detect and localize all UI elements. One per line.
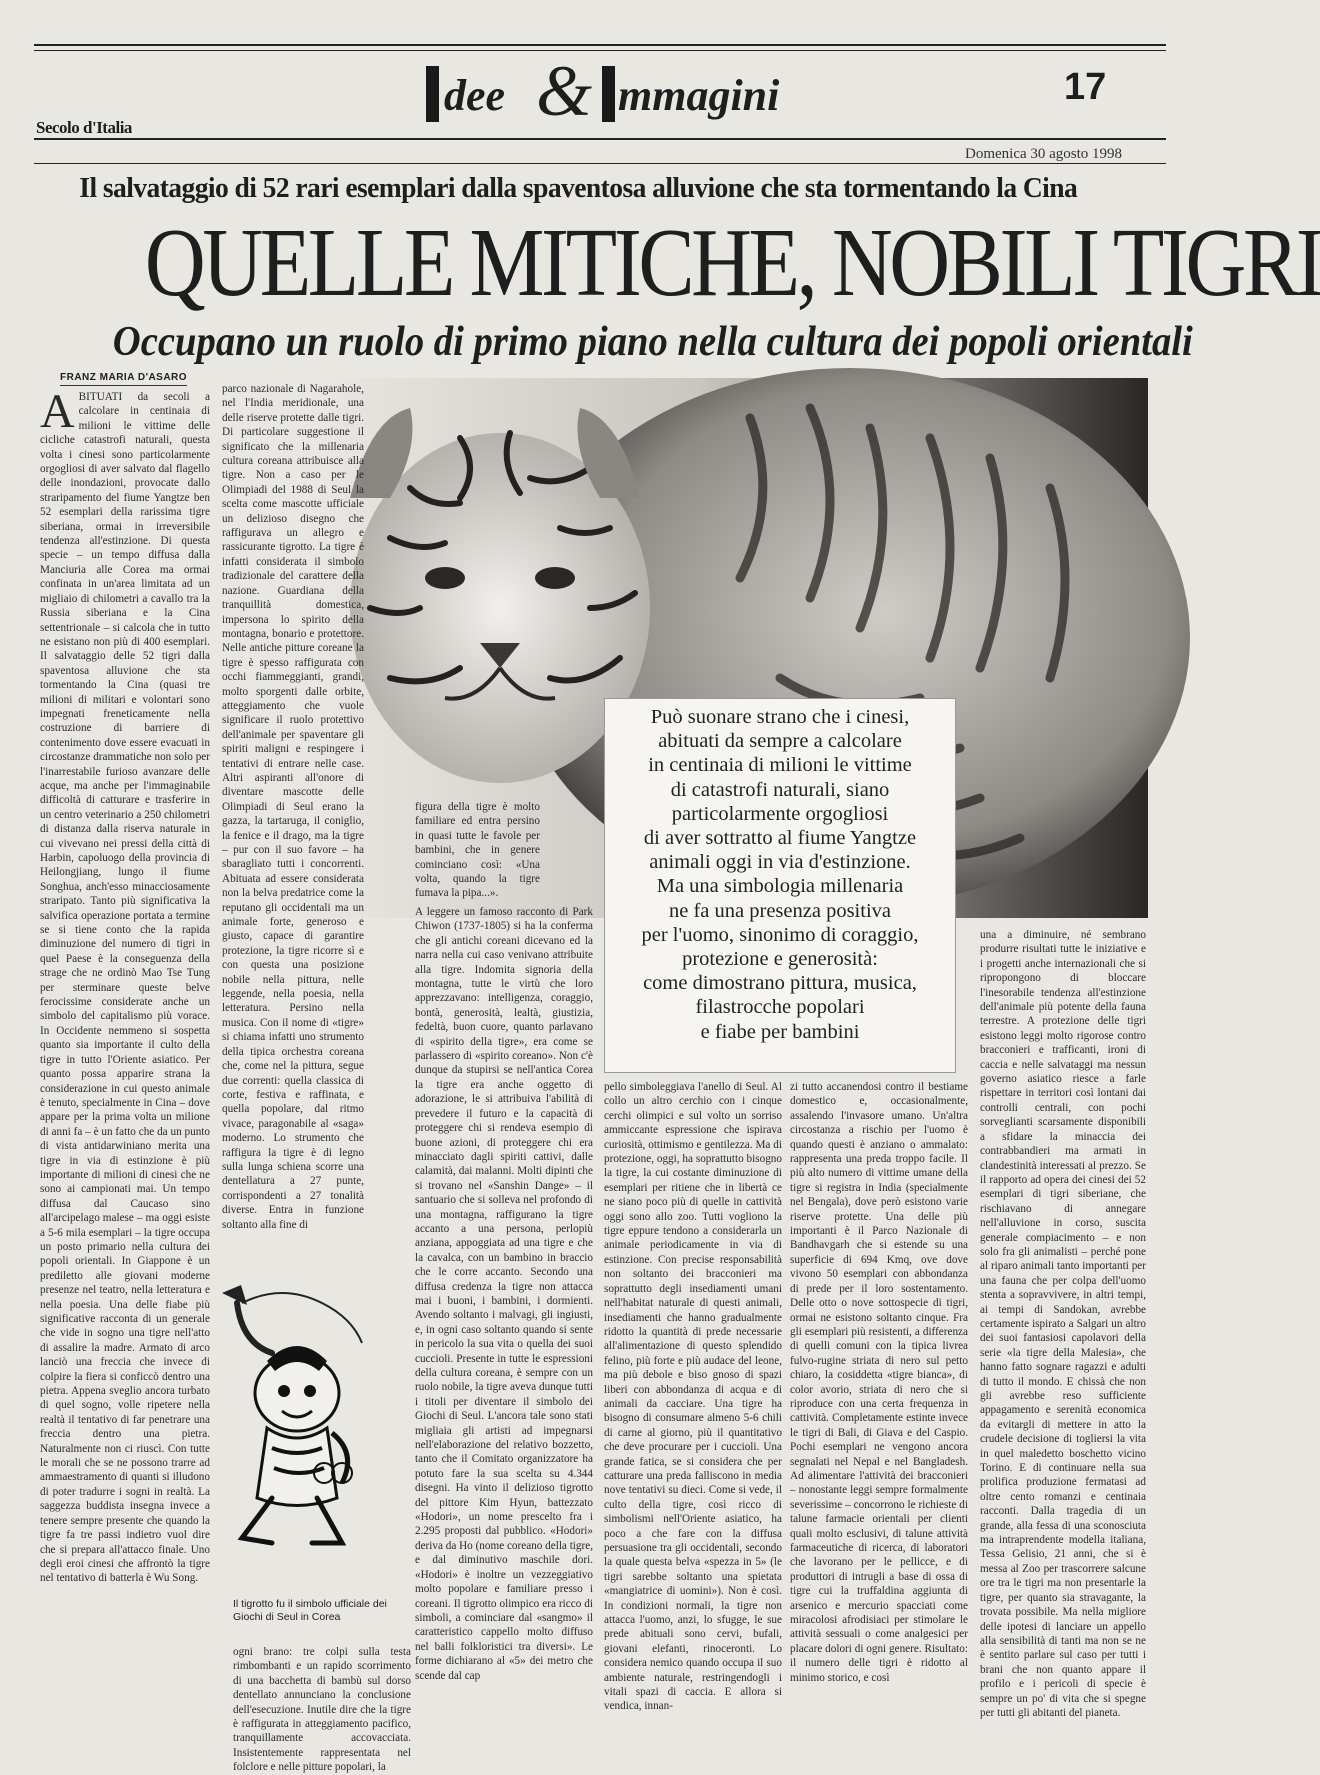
kicker-headline: Il salvataggio di 52 rari esemplari dalla spaventosa alluvione che sta tormentando la Cina <box>79 172 1078 204</box>
pull-quote-line: di aver sottratto al fiume Yangtze <box>643 827 917 850</box>
pull-quote-line: particolarmente orgogliosi <box>671 802 889 825</box>
section-word-idee: dee <box>444 71 506 120</box>
column-1-text: BITUATI da secoli a calcolare in centinaia di milioni le vittime delle cicliche catastrofi naturali, questa volta i cinesi sono particolarmente orgogliosi di aver salvato dal flagello delle inondazioni, provocate dallo straripamento del fiume Yangtze ben 52 esemplari della rarissima tigre siberiana, ormai in irreversibile tendenza all'estinzione. Di questa specie – un tempo diffusa dalla Manciuria alle Corea ma ormai confinata in un'area limitata ad un migliaio di chilometri a cavallo tra la Russia siberiana e la Cina settentrionale – si calcola che in tutto ne esistano non più di 400 esemplari. Il salvataggio delle 52 tigri dalla spaventosa alluvione che sta tormentando la Cina (quasi tre milioni di militari e volontari sono impegnati freneticamente nella costruzione di barriere di contenimento dove essere evacuati in circostanze drammatiche non solo per l'inarrestabile furioso avanzare delle acque, ma anche per l'immaginabile difficoltà di catturare e trasferire in un centro veterinario a 250 chilometri di distanza dalla riserva naturale in cui vivevano nei pressi della città di Harbin, capoluogo della provincia di Heilongjiang, lungo il fiume Songhua, anch'esso minacciosamente straripato. Tanto più significativa la salvifica operazione portata a termine se si tiene conto che la rapida diminuzione del numero di tigri in quel Paese è la conseguenza della strage che ne ordinò Mao Tse Tung per sterminare queste belve ferocissime considerate anche un simbolo del capitalismo più vorace. In Occidente nemmeno si sospetta quanto sia importante il culto della tigre in tutto l'Oriente asiatico. Per quanto possa apparire strana la considerazione in cui questo animale è tenuto, specialmente in Cina – dove appare per la prima volta un milione di anni fa – è un fatto che da un punto di vista antidarwiniano merita una tigre in via di estinzione è più importante di milioni di cinesi che ne sono ai campionati mai. Un tempo diffusa dal Caucaso sino all'arcipelago malese – ma oggi esiste a 5-6 mila esemplari – la tigre occupa un posto primario nella cultura dei popoli orientali. In Giappone è un prediletto alle giovani moderne presenze nel teatro, nella letteratura e nella poesia. Una delle fiabe più significative racconta di un generale che vide in sogno una tigre nell'atto di assalire la madre. Armato di arco lanciò una freccia che invece di colpire la fiera si conficcò dentro una pietra. Appena sveglio ancora turbato di quel sogno, volle ripetere nella realtà il tentativo di far penetrare una freccia dentro una pietra. Naturalmente non ci riuscì. Con tutte le morali che se ne possono trarre ad ammaestramento di quanti si illudono di poter tradurre i sogni in realtà. La saggezza buddista insegna invece a tenere sempre presente che quando la tigre fa tre passi indietro vuol dire che si prepara all'attacco finale. Uno degli eroi cinesi che affrontò la tigre nel tentativo di batterla è Wu Song. <box>40 391 210 1585</box>
hodori-mascot-illustration <box>212 1283 382 1563</box>
column-3-text: A leggere un famoso racconto di Park Chiwon (1737-1805) si ha la conferma che gli antichi coreani dicevano ed la narra nella cui caso venivano attribuite alla tigre. Indomita signoria della montagna, tutte le virtù che loro apprezzavano: intelligenza, coraggio, bontà, generosità, lealtà, giustizia, fedeltà, buon cuore, quanto parlavano di «spirito della tigre», era come se parlassero di «spirito coreano». Non c'è dunque da stupirsi se nell'antica Corea la tigre era anche oggetto di adorazione, le si attribuiva l'abilità di prevedere il futuro e la capacità di proteggere chi si rendeva esempio di buone azioni, di proteggere chi era minacciato dagli spiriti cattivi, dalle calamità, dai malanni. Molti dipinti che si trovano nel «Sanshin Dange» – il santuario che si solleva nel profondo di una montagna, raffigurano la tigre accanto a una persona, perlopiù anziana, appoggiata ad una tigre e che la cavalca, con un bambino in braccio che le corre accanto. Secondo una diffusa credenza la tigre non attacca mai i buoni, i bambini, i dormienti. Avendo soltanto i malvagi, gli ingiusti, e, in ogni caso soltanto quando si sente in pericolo la sua vita o quella dei suoi cuccioli. Presente in tutte le espressioni della cultura coreana, è sempre con un ruolo nobile, la tigre aveva dunque tutti i titoli per diventare il simbolo dei Giochi di Seul. L'ancora tale sono stati migliaia gli artisti ad impegnarsi nell'elaborazione del relativo bozzetto, tanto che il Comitato organizzatore ha potuto fare la sua scelta su 4.344 disegni. Ha vinto il delizioso tigrotto del pittore Kim Hyun, battezzato «Hodori», un nome prescelto fra i 2.295 proposti dal pubblico. «Hodori» deriva da Ho (nome coreano della tigre, e dal diminutivo maschile dori. «Hodori» è inoltre un vezzeggiativo molto popolare e familiare presso i coreani. Il tigrotto olimpico era ricco di simboli, a cominciare dal «sangmo» il caratteristico cappello molto diffuso nel balli folkloristici tra diversi». Le forme dichiarano al «5» dei metro che scende dal cap <box>415 906 593 1682</box>
pull-quote-line: e fiabe per bambini <box>700 1020 860 1043</box>
date-rule <box>34 163 1166 164</box>
column-4-text: pello simboleggiava l'anello di Seul. Al collo un altro cerchio con i cinque cerchi olimpici e sul volto un sorriso ammiccante espressione che ispirava curiosità, ottimismo e gentilezza. Ma di protezione, oggi, ha soprattutto bisogno la tigre, la cui costante diminuzione di esemplari per ritiene che in libertà ce ne siano poco più di quelle in cattività oggi sono allo zoo. Tutti vogliono la tigre eppure tendono a considerarla un animale periodicamente in via di estinzione. Con precise responsabilità non soltanto dei bracconieri ma soprattutto degli insediamenti umani nell'habitat naturale di questi animali, insediamenti che hanno gradualmente ridotto la quantità di prede necessarie all'alimentazione di questo splendido felino, più forte e più audace del leone, ma più debole e biso gnoso di spazi liberi con abbondanza di acqua e di animali da cacciare. Una tigre ha bisogno di consumare almeno 5-6 chili di carne al giorno, più il quantitativo che deve procurare per i cuccioli. Una grande fatica, se si considera che per catturare una preda falliscono in media nove tentativi su dieci. Come si vede, il culto della tigre, così ricco di simbolismi nell'Oriente asiatico, ha poco a che fare con la diffusa persuasione tra gli occidentali, secondo la quale questa belva «spezza in 5» (le tigri sarebbe soltanto una spietata «mangiatrice di uomini»). Non è così. In condizioni normali, la tigre non attacca l'uomo, anzi, lo sfugge, le sue prede abituali sono cervi, bufali, giovani elefanti, rinoceronti. Lo considera nemico quando occupa il suo ambiente naturale, restringendogli i vitali spazi di caccia. E allora si vendica, innan- <box>604 1081 782 1713</box>
byline: FRANZ MARIA D'ASARO <box>60 372 187 386</box>
column-6-text: una a diminuire, né sembrano produrre risultati tutte le iniziative e i progetti anche internazionali che si ripropongono di bloccare l'inesorabile tendenza all'estinzione dell'animale più potente della fauna terrestre. A protezione delle tigri esistono leggi molto rigorose contro bracconieri e trafficanti, ironi di caccia e nelle salvataggi ma nessun governo asiatico riesce a farle rispettare in territori così lontani dai controlli centrali, con pochi sorveglianti scarsamente disponibili a sfidare la minaccia dei contrabbandieri ma armati in clandestinità interessati al prezzo. Se il rapporto ad opera dei cinesi dei 52 esemplari di tigri siberiane, che rischiavano di annegare nell'alluvione in corso, suscita generale compiacimento – e non solo fra gli animalisti – perché pone al riparo animali tanto importanti per una fauna che per colpa dell'uomo stenta a sopravvivere, in altri tempi, ai tempi di Sandokan, avrebbe certamente ispirato a Salgari un altro dei suoi fantasiosi capolavori della serie «la tigre della Malesia», che hanno fatto sognare ragazzi e adulti di tutto il mondo. E chissà che non gli avrebbe reso sufficiente appagamento e serenità economica da evitargli di mettere in atto la crudele decisione di togliersi la vita in quel maledetto boschetto vicino Torino. E di continuare nella sua prolifica produzione fermatasi ad oltre cento romanzi e centinaia racconti. Dalla tragedia di un grande, alla fessa di una sconosciuta ma intraprendente modella italiana, Tessa Gelisio, 21 anni, che si è messa al Zoo per trascorrere salcune ore tra le tigri ma non presentarle la tigre, per quanto sia stravagante, la trovata possibile. Ma nella migliore delle ipotesi di lanciare un appello alla sensibilità di tanti ma non se ne è sentito parlare sul caso per tutti i brani che non quanto appare il profilo e i pericoli di specie è sempre un po' di vita che si spegne per tutti gli abitanti del pianeta. <box>980 929 1146 1719</box>
article-column-4 <box>604 1080 782 1748</box>
main-headline: QUELLE MITICHE, NOBILI TIGRI <box>144 209 1320 317</box>
section-bar-right <box>602 66 615 122</box>
article-column-2-top <box>222 382 364 1231</box>
article-column-6 <box>980 928 1146 1748</box>
page-number: 17 <box>1064 66 1107 108</box>
subheadline: Occupano un ruolo di primo piano nella cultura dei popoli orientali <box>112 319 1193 365</box>
article-column-2-mid <box>222 745 397 1275</box>
issue-date: Domenica 30 agosto 1998 <box>965 146 1123 162</box>
pull-quote <box>604 698 956 1073</box>
article-column-5 <box>790 1080 968 1748</box>
masthead: Secolo d'Italia <box>36 118 132 137</box>
column-2-top-text: parco nazionale di Nagarahole, nel l'India meridionale, una delle riserve protette dalle tigri. Di particolare suggestione il significato che la millenaria cultura coreana attribuisce alla tigre. Non a caso per le Olimpiadi del 1988 di Seul la scelta come mascotte ufficiale un delizioso disegno che raffigurava un allegro e rassicurante tigrotto. La tigre è infatti considerata il simbolo tradizionale del carattere della nazione. Guardiana della tranquillità domestica, impersona lo spirito della montagna, bonario e protettore. Nelle antiche pitture coreane la tigre è spesso raffigurata con occhi fiammeggianti, grandi, molto sporgenti dalle orbite, atteggiamento che vuole significare il ruolo protettivo dell'animale per spaventare gli spiriti maligni e respingere i tentativi di entrare nelle case. Altri aspiranti all'onore di diventare mascotte delle Olimpiadi di Seul erano la gazza, la tartaruga, il coniglio, la fenice e il drago, ma la tigre – pur con il suo favore – ha sbaragliato tutti i concorrenti. Abituata ad essere considerata non la belva predatrice come la reputano gli occidentali ma un animale forte, generoso e giusto, capace di garantire protezione, la tigre ricorre sì e con questa una posizione nobile nella pittura, nelle leggende, nella poesia, nella letteratura. Persino nella musica. Con il nome di «tigre» si chiama infatti uno strumento della tipica orchestra coreana che, come nel la pittura, segue due correnti: quella classica di corte, festiva e raffinata, e quella popolare, dal ritmo vivace, paragonabile al «saga» moderno. Lo strumento che raffigura la tigre è di legno sulla lunga schiena scorre una dentellatura a 27 punte, corrispondenti a 27 tonalità diverse. Entra in funzione soltanto alla fine di <box>222 383 364 1231</box>
header-rule <box>34 138 1166 140</box>
pull-quote-line: in centinaia di milioni le vittime <box>648 754 912 777</box>
pull-quote-line: per l'uomo, sinonimo di coraggio, <box>641 923 919 946</box>
section-title <box>418 52 818 132</box>
pull-quote-line: protezione e generosità: <box>682 948 878 971</box>
tiger-mascot-icon <box>212 1283 382 1563</box>
pull-quote-line: come dimostrano pittura, musica, <box>643 972 917 995</box>
illustration-caption: Il tigrotto fu il simbolo ufficiale dei Giochi di Seul in Corea <box>233 1598 387 1623</box>
section-word-immagini: mmagini <box>618 71 780 120</box>
section-ampersand: & <box>536 51 593 131</box>
pull-quote-line: Può suonare strano che i cinesi, <box>650 706 910 728</box>
article-column-3 <box>415 905 593 1748</box>
article-column-1 <box>40 385 210 1748</box>
pull-quote-line: di catastrofi naturali, siano <box>670 778 890 801</box>
article-column-3-top <box>415 800 540 900</box>
pull-quote-line: filastrocche popolari <box>695 996 865 1019</box>
article-column-2-bottom <box>233 1645 411 1774</box>
pull-quote-line: ne fa una presenza positiva <box>669 899 891 922</box>
drop-cap: A <box>40 385 75 438</box>
column-3-top-text: figura della tigre è molto familiare ed entra persino in quasi tutte le favole per bambini, che in genere cominciano così: «Una volta, quando la tigre fumava la pipa...». <box>415 801 540 900</box>
top-rule <box>34 44 1166 46</box>
section-bar-left <box>426 66 439 122</box>
column-5-text: zi tutto accanendosi contro il bestiame domestico e, occasionalmente, assalendo l'invasore umano. Un'altra circostanza a rischio per l'uomo è quando questi è anziano o ammalato: rappresenta una preda troppo facile. Il più alto numero di vittime umane della tigre si registra in India (specialmente nel Bengala), dove però esistono varie riserve protette. Una delle più importanti è il Parco Nazionale di Bandhavgarh che si estende su una superficie di 694 Kmq, ove dove vivono 50 esemplari con abbondanza di prede per il loro sostentamento. Delle otto o nove sottospecie di tigri, ormai ne esistono soltanto cinque. Fra gli esemplari più resistenti, a differenza di quelli comuni con la tipica livrea fulvo-rugine striata di nero sul petto chiaro, la cosiddetta «tigre bianca», di color avorio, striata di nero che si riproduce con una certa frequenza in cattività. Completamente estinte invece le tigri di Bali, di Giava e del Caspio. Pochi esemplari ne vengono ancora segnalati nel Nepal e nel Bangladesh. Ad alimentare l'attività dei bracconieri – nonostante leggi sempre formalmente severissime – concorrono le richieste di talune farmacie orientali per clienti quali molto esclusivi, di talune attività farmaceutiche di ricerca, di laboratori che lavorano per le pellicce, e di produttori di intrugli a base di ossa di tigre cui la truffaldina aggiunta di arsenico e mercurio spacciati come miracolosi afrodisiaci per stimolare le attività sessuali o come analgesici per placare dolori di ogni genere. Risultato: il numero delle tigri è ridotto al minimo storico, e così <box>790 1081 968 1684</box>
column-2-bottom-text: ogni brano: tre colpi sulla testa rimbombanti e un rapido scorrimento di una bacchetta di bambù sul dorso dentellato annunciano la conclusione dell'esecuzione. Inutile dire che la tigre è raffigurata in atteggiamento pacifico, tranquillamente accovacciata. Insistentemente rappresentata nel folclore e nelle pitture popolari, la <box>233 1646 411 1774</box>
pull-quote-line: animali oggi in via d'estinzione. <box>649 851 911 874</box>
pull-quote-line: Ma una simbologia millenaria <box>656 875 904 898</box>
pull-quote-line: abituati da sempre a calcolare <box>658 730 902 753</box>
top-rule-thin <box>34 50 1166 51</box>
